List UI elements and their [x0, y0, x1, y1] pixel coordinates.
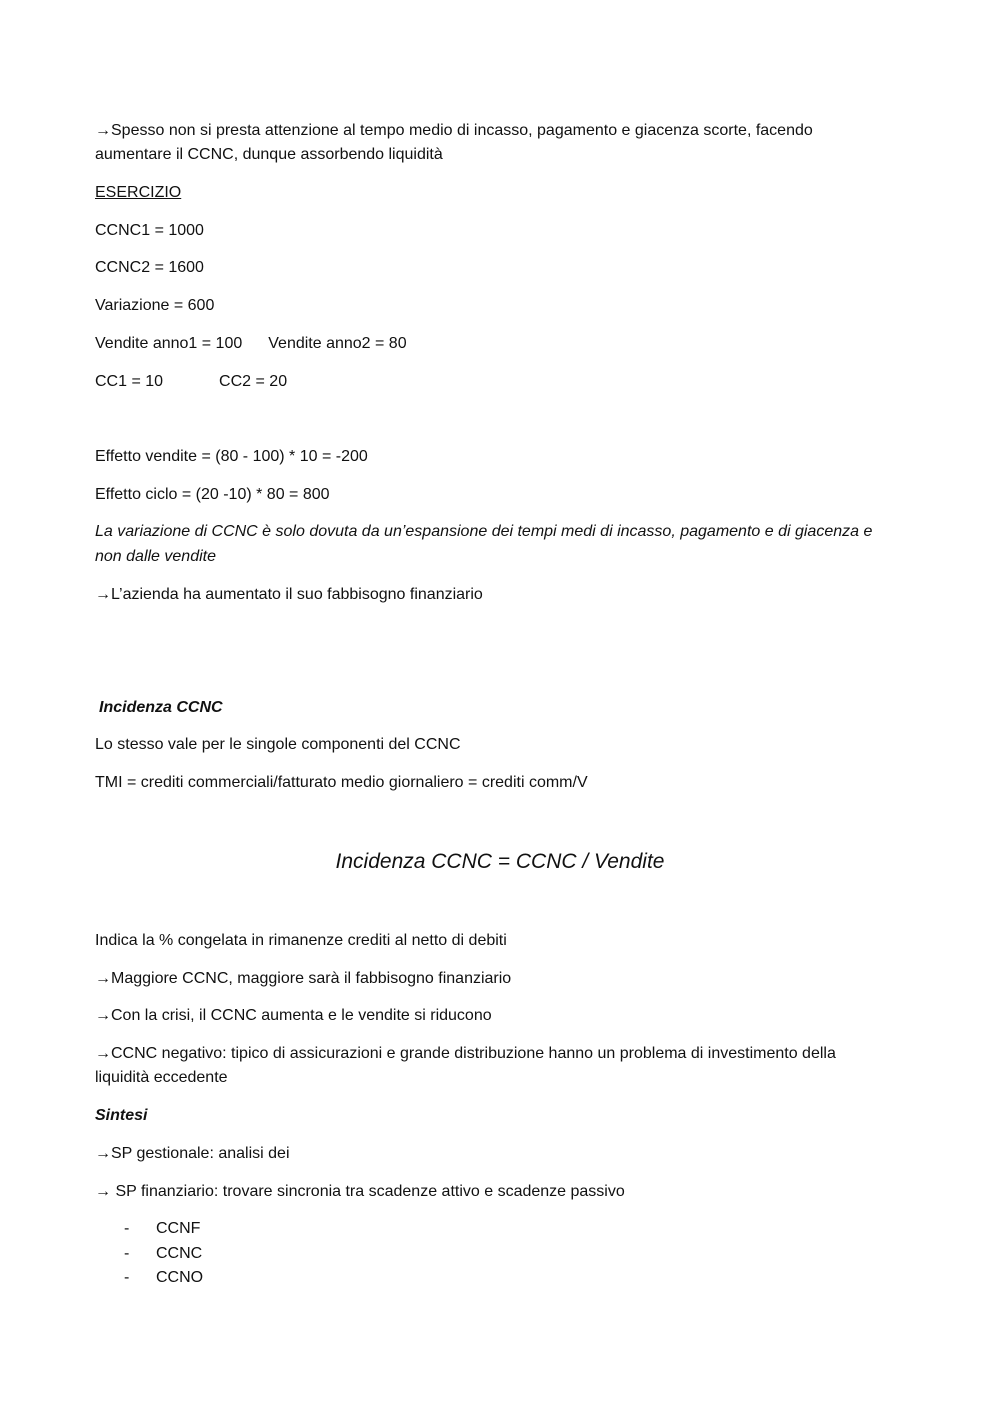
list-item-label: CCNF	[156, 1220, 201, 1237]
incidence-formula: Incidenza CCNC = CCNC / Vendite	[335, 850, 665, 873]
incidence-line-1: Lo stesso vale per le singole componenti del CCNC	[95, 736, 461, 753]
list-item	[124, 1266, 203, 1291]
variation-value: Variazione = 600	[95, 297, 215, 314]
summary-point-1: →SP gestionale: analisi dei	[95, 1145, 290, 1162]
list-item-label: CCNO	[156, 1269, 204, 1286]
summary-point-2: → SP finanziario: trovare sincronia tra scadenze attivo e scadenze passivo	[95, 1183, 625, 1200]
exercise-heading: ESERCIZIO	[95, 184, 182, 201]
sales-year1: Vendite anno1 = 100	[95, 335, 243, 352]
cc1-value: CC1 = 10	[95, 373, 164, 390]
effect-sales: Effetto vendite = (80 - 100) * 10 = -200	[95, 448, 368, 465]
incidence-point-1: →Maggiore CCNC, maggiore sarà il fabbisogno finanziario	[95, 970, 512, 987]
exercise-conclusion: →L’azienda ha aumentato il suo fabbisogno finanziario	[95, 586, 483, 603]
cc-row	[95, 370, 905, 394]
summary-list	[124, 1217, 203, 1291]
list-item	[124, 1217, 203, 1242]
list-bullet: -	[124, 1220, 130, 1237]
sales-year2: Vendite anno2 = 80	[268, 335, 407, 352]
incidence-heading: Incidenza CCNC	[99, 699, 223, 716]
summary-heading: Sintesi	[95, 1107, 148, 1124]
sales-row	[95, 332, 905, 356]
incidence-point-3-line-2: liquidità eccedente	[95, 1069, 228, 1086]
list-item-label: CCNC	[156, 1244, 203, 1262]
list-bullet: -	[124, 1244, 130, 1262]
intro-line-1: →Spesso non si presta attenzione al tempo medio di incasso, pagamento e giacenza scorte, facendo	[95, 122, 813, 139]
incidence-explain: Indica la % congelata in rimanenze crediti al netto di debiti	[95, 932, 507, 949]
intro-line-2: aumentare il CCNC, dunque assorbendo liquidità	[95, 146, 443, 163]
exercise-note-line-1: La variazione di CCNC è solo dovuta da un’espansione dei tempi medi di incasso, pagamento e di giacenza e	[95, 523, 873, 540]
incidence-line-2: TMI = crediti commerciali/fatturato medio giornaliero = crediti comm/V	[95, 774, 588, 791]
incidence-point-2: →Con la crisi, il CCNC aumenta e le vendite si riducono	[95, 1007, 492, 1024]
effect-cycle: Effetto ciclo = (20 -10) * 80 = 800	[95, 486, 330, 503]
ccnc1-value: CCNC1 = 1000	[95, 222, 204, 239]
ccnc2-value: CCNC2 = 1600	[95, 259, 204, 276]
cc2-value: CC2 = 20	[219, 373, 288, 390]
list-item	[124, 1242, 203, 1267]
exercise-note-line-2: non dalle vendite	[95, 548, 216, 565]
incidence-point-3-line-1: →CCNC negativo: tipico di assicurazioni e grande distribuzione hanno un problema di investimento della	[95, 1045, 836, 1062]
list-bullet: -	[124, 1269, 130, 1286]
